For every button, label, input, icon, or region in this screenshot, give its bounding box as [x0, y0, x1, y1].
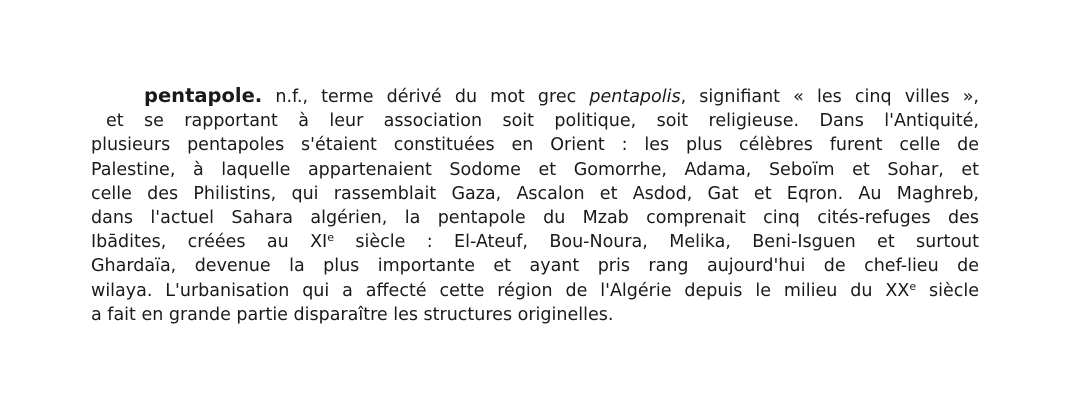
entry-line-1 [91, 84, 979, 109]
entry-line-6: dans l'actuel Sahara algérien, la pentapole du Mzab comprenait cinq cités-refuges des [91, 208, 979, 229]
dictionary-entry [91, 84, 979, 327]
greek-term: pentapolis [589, 87, 681, 107]
entry-line-3: plusieurs pentapoles s'étaient constituées en Orient : les plus célèbres furent celle de [91, 135, 979, 156]
line-text: siècle [916, 280, 980, 301]
entry-line-2: et se rapportant à leur association soit politique, soit religieuse. Dans l'Antiquité, [106, 111, 979, 132]
century-superscript: e [327, 231, 334, 245]
headword: pentapole. [144, 84, 263, 107]
definition-text: n.f., terme dérivé du mot grec [275, 87, 590, 107]
entry-line-8: Ghardaïa, devenue la plus importante et ayant pris rang aujourd'hui de chef-lieu de [91, 256, 979, 277]
entry-line-5: celle des Philistins, qui rassemblait Gaza, Ascalon et Asdod, Gat et Eqron. Au Maghreb, [91, 183, 979, 204]
entry-line-7 [91, 230, 979, 254]
entry-line-9 [91, 279, 979, 303]
line-text: wilaya. L'urbanisation qui a affecté cette région de l'Algérie depuis le milieu du XX [91, 280, 910, 301]
line-text: Ibādites, créées au XI [91, 232, 328, 253]
line-text: siècle : El-Ateuf, Bou-Noura, Melika, Beni-Isguen et surtout [334, 232, 979, 253]
entry-line-4: Palestine, à laquelle appartenaient Sodome et Gomorrhe, Adama, Seboïm et Sohar, et [91, 159, 979, 180]
century-superscript: e [909, 279, 917, 293]
definition-text: , signifiant « les cinq villes », [680, 87, 979, 107]
entry-line-10: a fait en grande partie disparaître les structures originelles. [91, 304, 614, 325]
